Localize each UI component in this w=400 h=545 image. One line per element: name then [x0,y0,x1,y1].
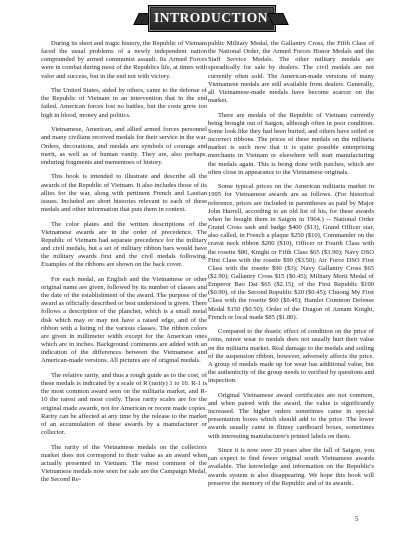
paragraph: The color plates and the written descriptions of the Vietnamese awards are in the order of precedence. The Republic of Vietnam had separate precedence for the military and civil medals, but a set of military ribbon bars would have the military awards first and the civil medals following. Examples of the ribbons are shown on the back cover. [41,220,207,269]
right-column [208,40,374,494]
paragraph: Some typical prices on the American militaria market in 1995 for Vietnamese awards are as follows. (For historical reference, prices are included in parentheses as paid by Major John Harrell, according to an old list of his, for these awards when he bought them in Saigon in 1964.) -- National Order Grand Cross sash and badge $400 ($13), Grand Officer star, also called, in French a plaque $250 ($10), Commander on the cravat neck ribbon $200 ($10), Officer or Fourth Class with the rosette $80, Knight or Fifth Class $65 ($3.90); Navy DSO First Class with the rosette $90 ($3.50); Air Force DSO First Class with the rosette $90 ($3); Navy Gallantry Cross $65 ($2.90); Gallantry Cross $15 ($0.45); Military Merit Medal of Emperor Bao Dai $65 ($2.15), of the First Republic $100 ($0.90), of the Second Republic $20 ($0.45); Chuong My First Class with the rosette $60 ($0.45); Hamlet Common Defense Medal $150 ($0.50); Order of the Dragon of Annam Knight, French or local made $85 ($1.80). [208,183,374,321]
paragraph: public Military Medal, the Gallantry Cross, the Fifth Class of the National Order, the Armed Forces Honor Medals and the Staff Service Medals. The other military medals are sporadically for sale by dealers. The civil medals are not currently often sold. The American-made versions of many Vietnamese medals are still available from dealers. Generally, all Vietnamese-made medals have become scarcer on the market. [208,40,374,105]
paragraph: The United States, aided by others, came to the defense of the Republic of Vietnam in an intervention that in the end failed. American forces lost no battles, but the costs grew too high in blood, money and politics. [41,87,207,119]
paragraph: Compared to the drastic effect of condition on the price of coins, minor wear to medals does not usually hurt their value on the militaria market. Real damage to the medals and soiling of the suspension ribbon, however, adversely affects the price. A group of medals made up for wear has additional value, but the authenticity of the group needs to verified by questions and inspection. [208,328,374,385]
paragraph: For each medal, an English and the Vietnamese or other original name are given, followed by its number of classes and the date of the establishment of the award. The purpose of the award as officially described or best understood is given. There follows a description of the planchet, which is a small metal disk which may or may not have a raised edge, and of the ribbon with a listing of the various classes. The ribbon colors are given in millimeter width except for the American ones which are in inches. Background comments are added with an indication of the differences between the Vietnamese and American-made versions. All pictures are of original medals. [41,275,207,365]
page-title: INTRODUCTION [153,9,268,25]
paragraph: During its short and tragic history, the Republic of Vietnam faced the usual problems of a newly independent nation compounded by armed communist assault. Its Armed Forces were in combat during most of the Republics life, at times with valor and success, but in the end not with victory. [41,40,207,80]
paragraph: Original Vietnamese award certificates are not common, and when paired with the award, the value is significantly increased. The higher orders sometimes came in special presentation boxes which should add to the price. The lower awards usually came in flimsy cardboard boxes, sometimes with interesting manufacturer's printed labels on them. [208,391,374,440]
paragraph: Vietnamese, American, and allied armed forces personnel and many civilians received medals for their service in the war. Orders, decorations, and medals are symbols of courage and merit, as well as of human vanity. They are, also perhaps, enduring fragments and mementoes of history. [41,126,207,166]
paragraph: Since it is now over 20 years after the fall of Saigon, you can expect to find fewer original south Vietnamese awards available. The knowledge and information on the Republic's awards system is also disappearing. We hope this book will preserve the memory of the Republic and of its awards. [208,447,374,487]
paragraph: The relative rarity, and thus a rough guide as to the cost, of these medals is indicated by a scale of R (rarity) 1 to 10. R-1 is the most common award seen on the militaria market, and R-10 the rarest and most costly. These rarity scales are for the original made awards, not for American or recent made copies. Rarity can be affected at any time by the release to the market of an accumulation of these awards by a manufacturer or collector. [41,371,207,437]
paragraph: The rarity of the Vietnamese medals on the collectors market does not correspond to their value as an award when actually presented in Vietnam. The most common of the Vietnamese medals now seen for sale are the Campaign Medal, the Second Re- [41,443,207,484]
page-number: 5 [355,515,359,523]
paragraph: This book is intended to illustrate and describe all the awards of the Republic of Vietnam. It also includes those of its allies for the war, along with pertinent French and Laotian issues. Included are short histories relevant to each of these medals and other information that puts them in context. [41,173,207,213]
paragraph: There are medals of the Republic of Vietnam currently being brought out of Saigon, although often in poor condition. Some look like they had been buried, and others have soiled or incorrect ribbons. The prices of these medals on the militaria market is such now that it is quite possible enterprising merchants in Vietnam or elsewhere will start manufacturing the medals again. This is being done with patches, which are often close in appearance to the Vietnamese originals. [208,111,374,176]
title-banner [134,4,288,32]
left-column [41,40,207,491]
